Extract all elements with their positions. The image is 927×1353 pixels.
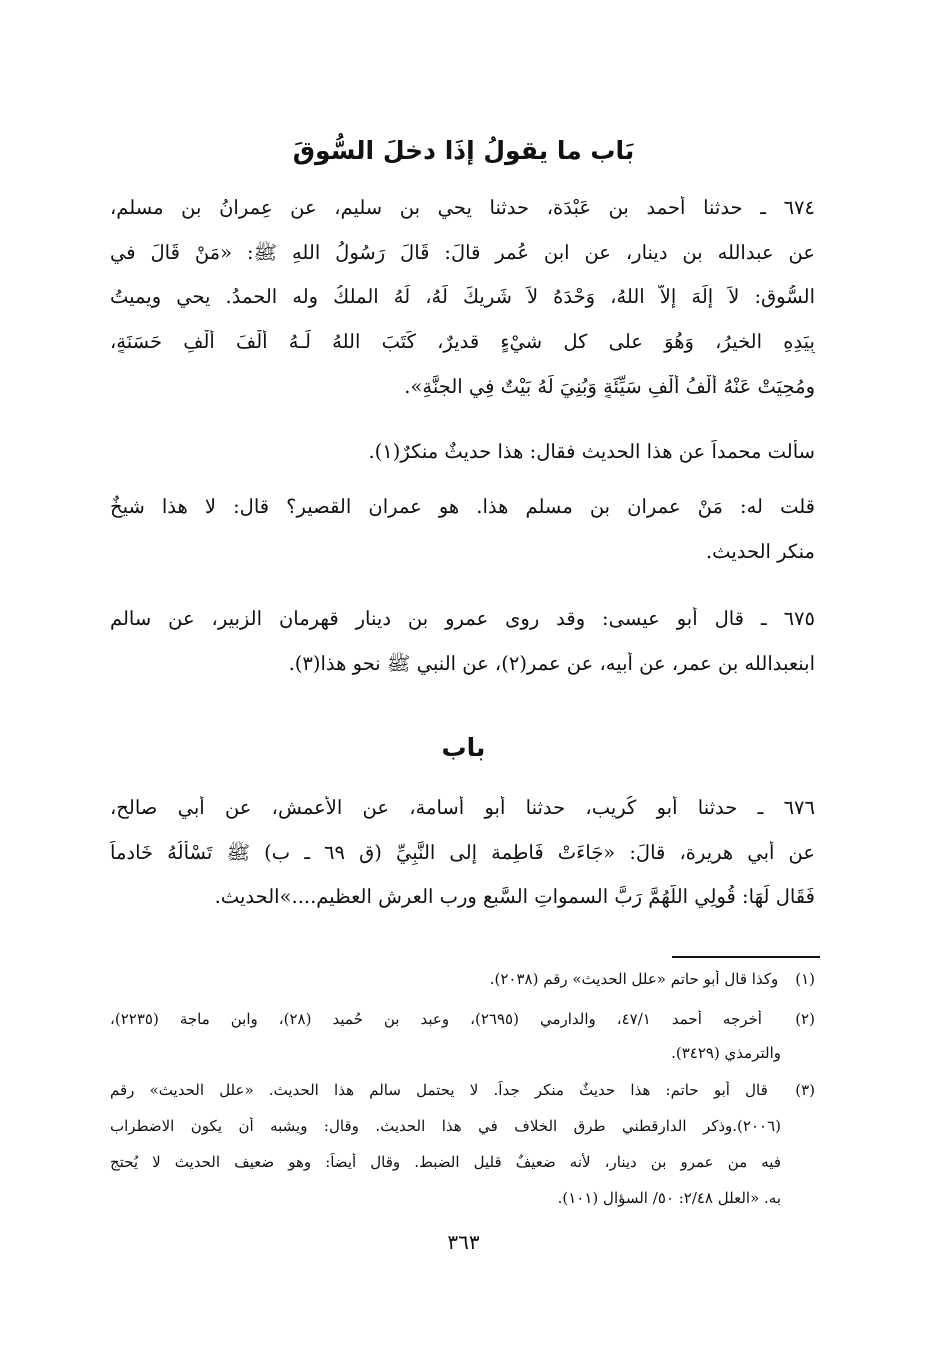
- footnote-3-cont: (٢٠٠٦).وذكر الدارقطني طرق الخلاف في هذا الحديث. وقال: ويشبه أن يكون الاضطراب: [110, 1117, 781, 1135]
- hadith-676-line: عن أبي هريرة، قالَ: «جَاءَتْ فَاطِمة إلى النَّبِيِّ (ق ٦٩ ـ ب) ﷺ تَسْأَلُهُ خَادماً: [110, 841, 815, 864]
- hadith-674-line: السُّوق: لاَ إِلَهَ إلاَّ اللهُ، وَحْدَهُ لاَ شَرِيكَ لَهُ، لَهُ الملكُ وله الحمدُ. يحي ويميتُ: [110, 285, 815, 308]
- footnote-3-cont: فيه من عمرو بن دينار، لأنه ضعيفٌ قليل الضبط. وقال أيضاً: وهو ضعيف الحديث لا يُحتج: [110, 1153, 781, 1171]
- footnote-text: وكذا قال أبو حاتم «علل الحديث» رقم (٢٠٣٨).: [489, 970, 779, 988]
- paragraph-line: قلت له: مَنْ عمران بن مسلم هذا. هو عمران القصير؟ قال: لا هذا شيخٌ: [110, 495, 815, 518]
- hadith-675-line: ٦٧٥ ـ قال أبو عيسى: وقد روى عمرو بن دينار قهرمان الزبير، عن سالم: [110, 607, 815, 630]
- footnote-separator: [672, 956, 820, 958]
- hadith-674-line: ٦٧٤ ـ حدثنا أحمد بن عَبْدَة، حدثنا يحي بن سليم، عن عِمرانُ بن مسلم،: [110, 196, 815, 219]
- footnote-number: (٢): [795, 1010, 815, 1028]
- footnote-number: (٣): [795, 1081, 815, 1099]
- footnote-3-cont: به. «العلل ٢/٤٨: ٥٠/ السؤال (١٠١).: [557, 1189, 781, 1207]
- footnote-text: قال أبو حاتم: هذا حديثٌ منكر جداً. لا يحتمل سالم هذا الحديث. «علل الحديث» رقم: [110, 1081, 768, 1099]
- paragraph-line: سألت محمداً عن هذا الحديث فقال: هذا حديثٌ منكرٌ(١).: [368, 440, 815, 463]
- page-number: ٣٦٣: [447, 1230, 480, 1254]
- footnote-2: [110, 1010, 815, 1028]
- hadith-676-line: ٦٧٦ ـ حدثنا أبو كُريب، حدثنا أبو أسامة، عن الأعمش، عن أبي صالح،: [110, 796, 815, 819]
- footnote-2-cont: والترمذي (٣٤٢٩).: [671, 1044, 781, 1062]
- footnote-1: [110, 970, 815, 988]
- hadith-674-line: بِيَدِهِ الخيرُ، وَهُوَ على كل شيْءٍ قديرٌ، كَتَبَ اللهُ لَـهُ أَلْفَ أَلْفِ حَسَنَةٍ،: [110, 330, 815, 353]
- hadith-674-line: ومُحِيَتْ عَنْهُ أَلْفُ أَلْفِ سَيِّئَةٍ وَبُنِيَ لَهُ بَيْتٌ فِي الجنَّةِ».: [404, 375, 815, 398]
- footnote-3: [110, 1081, 815, 1099]
- chapter-heading-market: بَاب ما يقولُ إذَا دخلَ السُّوقَ: [292, 136, 635, 165]
- hadith-674-line: عن عبدالله بن دينار، عن ابن عُمر قالَ: قَالَ رَسُولُ اللهِ ﷺ: «مَنْ قَالَ في: [110, 241, 815, 264]
- hadith-675-line: ابنعبدالله بن عمر، عن أبيه، عن عمر(٢)، عن النبي ﷺ نحو هذا(٣).: [288, 652, 815, 675]
- hadith-676-line: فَقَال لَهَا: قُولِي اللَّهُمَّ رَبَّ السمواتِ السَّبع ورب العرش العظيم....»الحديث.: [214, 885, 815, 908]
- footnote-number: (١): [795, 970, 815, 988]
- chapter-heading-bab: باب: [441, 733, 486, 762]
- footnote-text: أخرجه أحمد ٤٧/١، والدارمي (٢٦٩٥)، وعبد بن حُميد (٢٨)، وابن ماجة (٢٢٣٥)،: [110, 1010, 762, 1028]
- paragraph-line: منكر الحديث.: [705, 540, 815, 563]
